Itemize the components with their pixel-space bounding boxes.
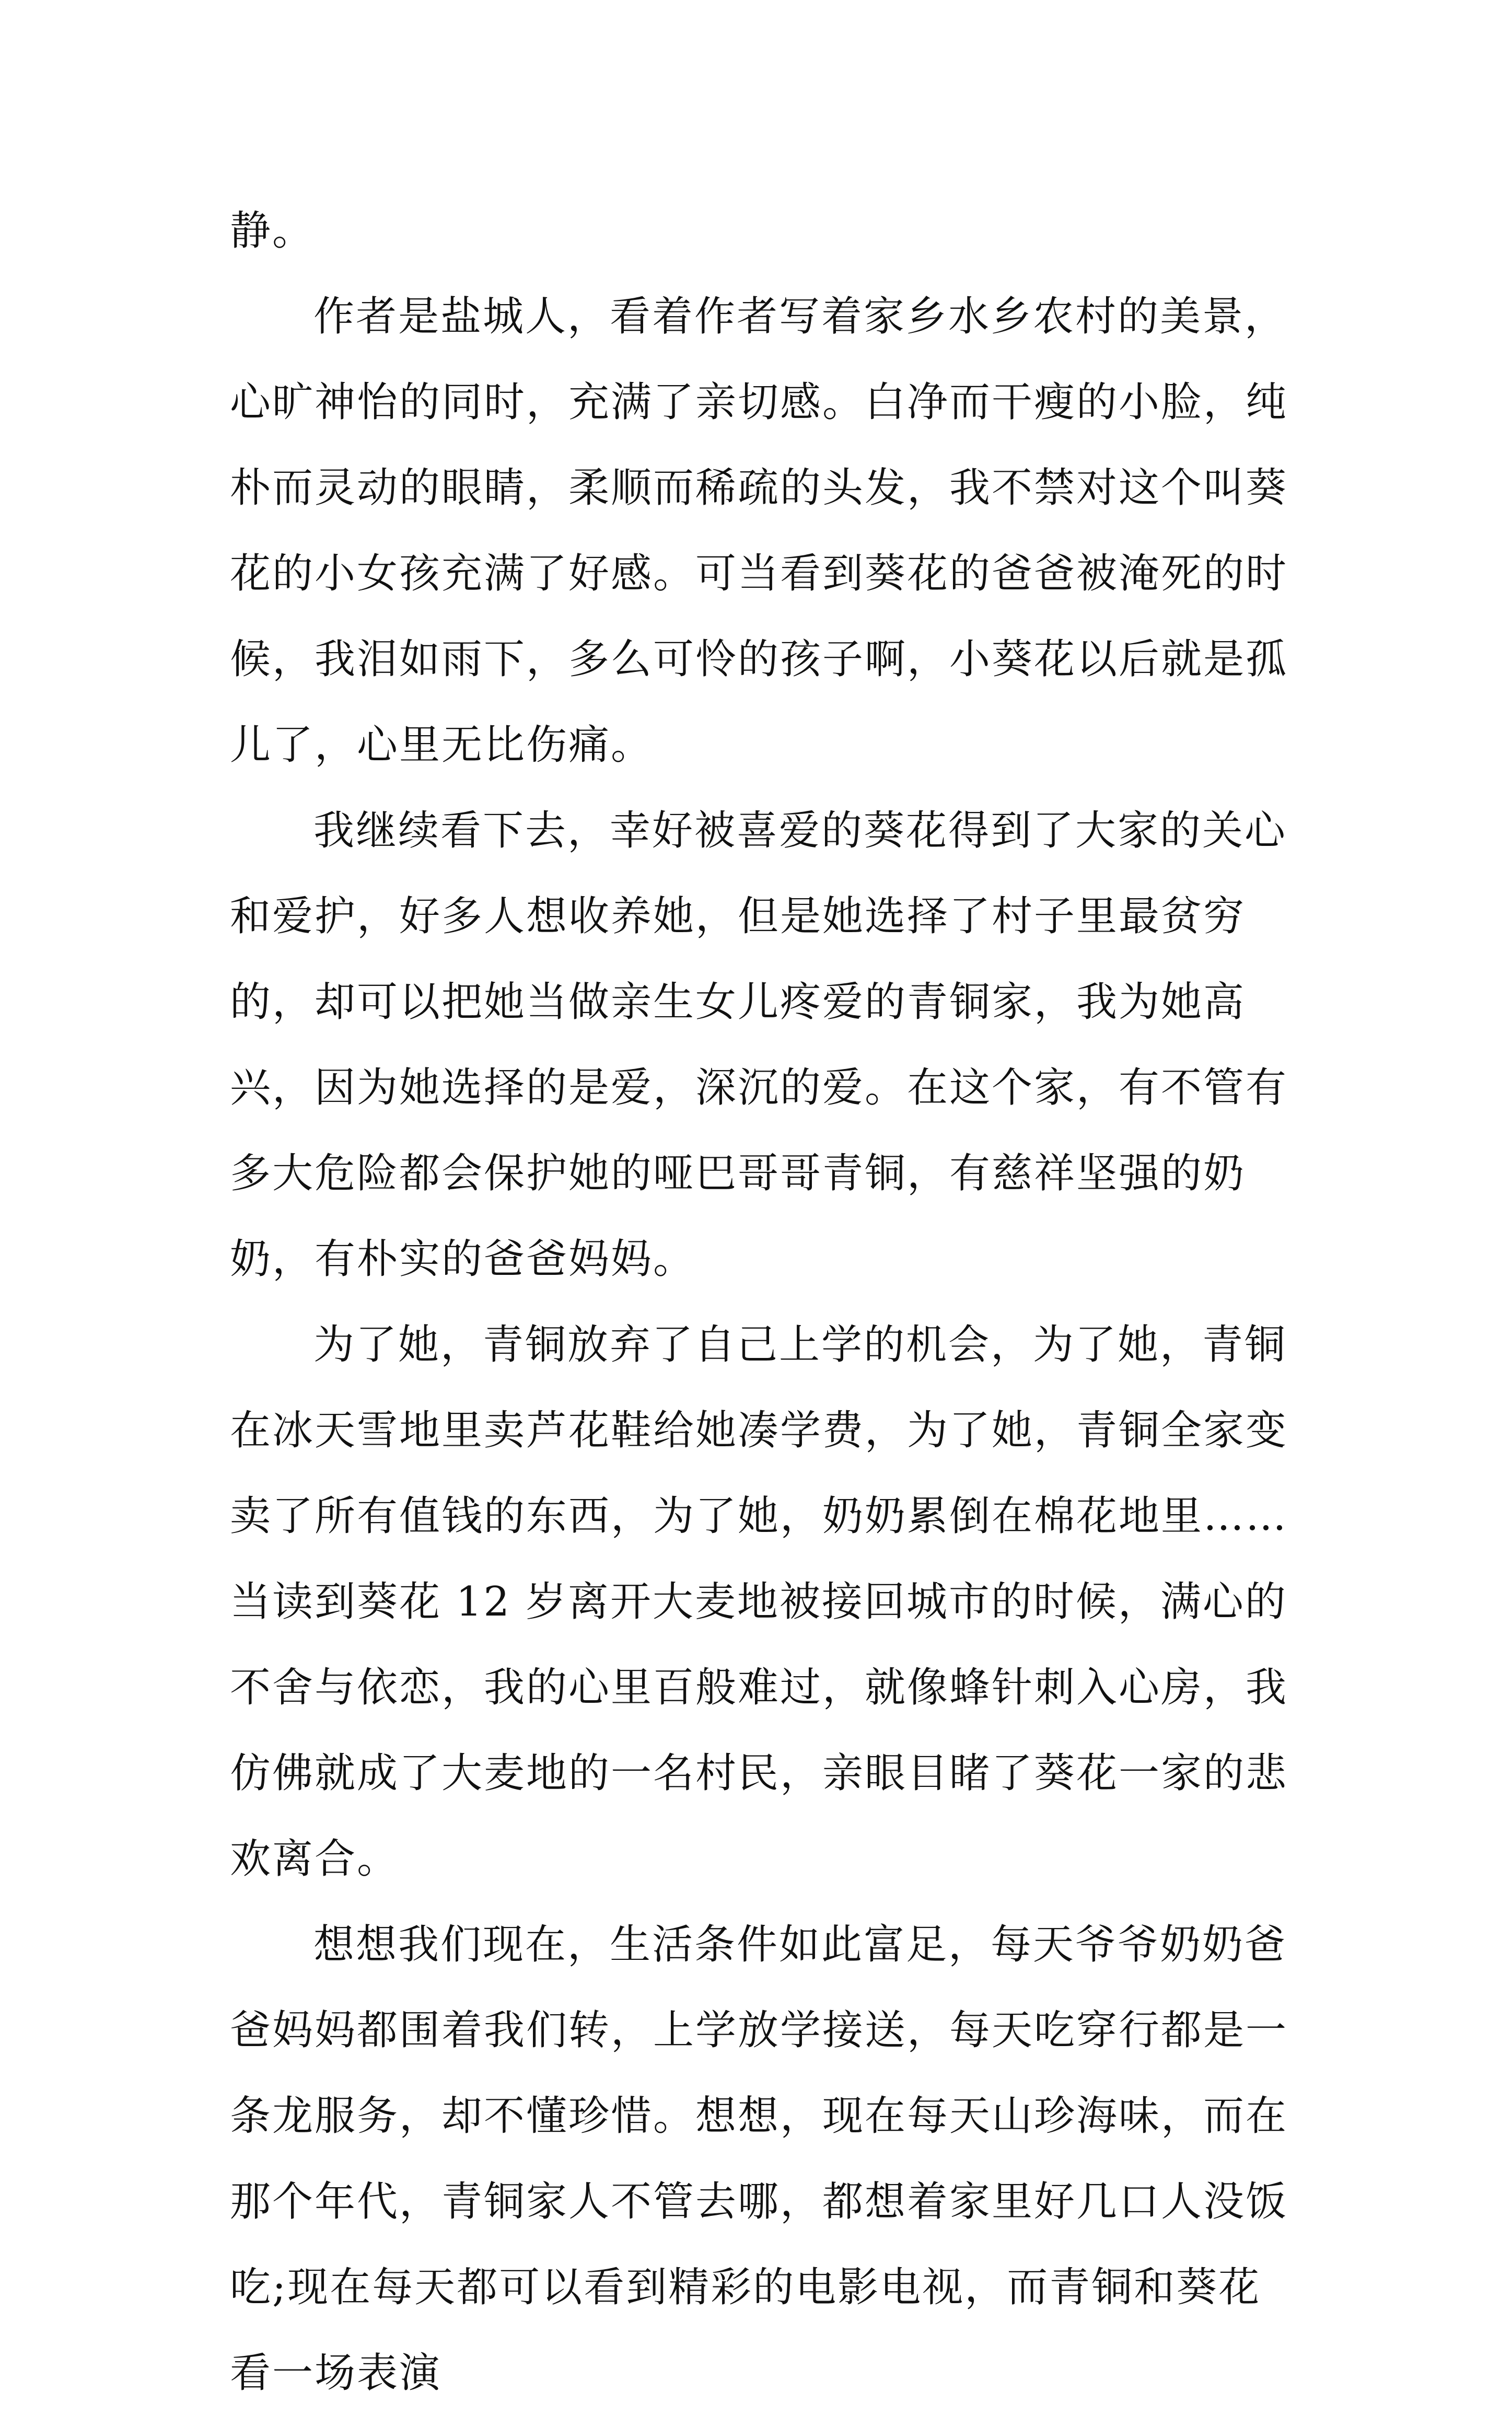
paragraph: 我继续看下去，幸好被喜爱的葵花得到了大家的关心和爱护，好多人想收养她，但是她选择了村子里最贫穷的，却可以把她当做亲生女儿疼爱的青铜家，我为她高兴，因为她选择的是爱，深沉的爱。在这个家，有不管有多大危险都会保护她的哑巴哥哥青铜，有慈祥坚强的奶奶，有朴实的爸爸妈妈。 (230, 807, 1288, 1283)
body-text (230, 188, 1296, 2416)
paragraph: 想想我们现在，生活条件如此富足，每天爷爷奶奶爸爸妈妈都围着我们转，上学放学接送，每天吃穿行都是一条龙服务，却不懂珍惜。想想，现在每天山珍海味，而在那个年代，青铜家人不管去哪，都想着家里好几口人没饭吃;现在每天都可以看到精彩的电影电视，而青铜和葵花看一场表演 (230, 1921, 1288, 2397)
paragraph: 为了她，青铜放弃了自己上学的机会，为了她，青铜在冰天雪地里卖芦花鞋给她凑学费，为了她，青铜全家变卖了所有值钱的东西，为了她，奶奶累倒在棉花地里……当读到葵花 12 岁离开大麦地被接回城市的时候，满心的不舍与依恋，我的心里百般难过，就像蜂针刺入心房，我仿佛就成了大麦地的一名村民，亲眼目睹了葵花一家的悲欢离合。 (230, 1321, 1288, 1883)
paragraph: 作者是盐城人，看着作者写着家乡水乡农村的美景，心旷神怡的同时，充满了亲切感。白净而干瘦的小脸，纯朴而灵动的眼睛，柔顺而稀疏的头发，我不禁对这个叫葵花的小女孩充满了好感。可当看到葵花的爸爸被淹死的时候，我泪如雨下，多么可怜的孩子啊，小葵花以后就是孤儿了，心里无比伤痛。 (230, 293, 1288, 769)
paragraph-continuation: 静。 (230, 207, 315, 254)
